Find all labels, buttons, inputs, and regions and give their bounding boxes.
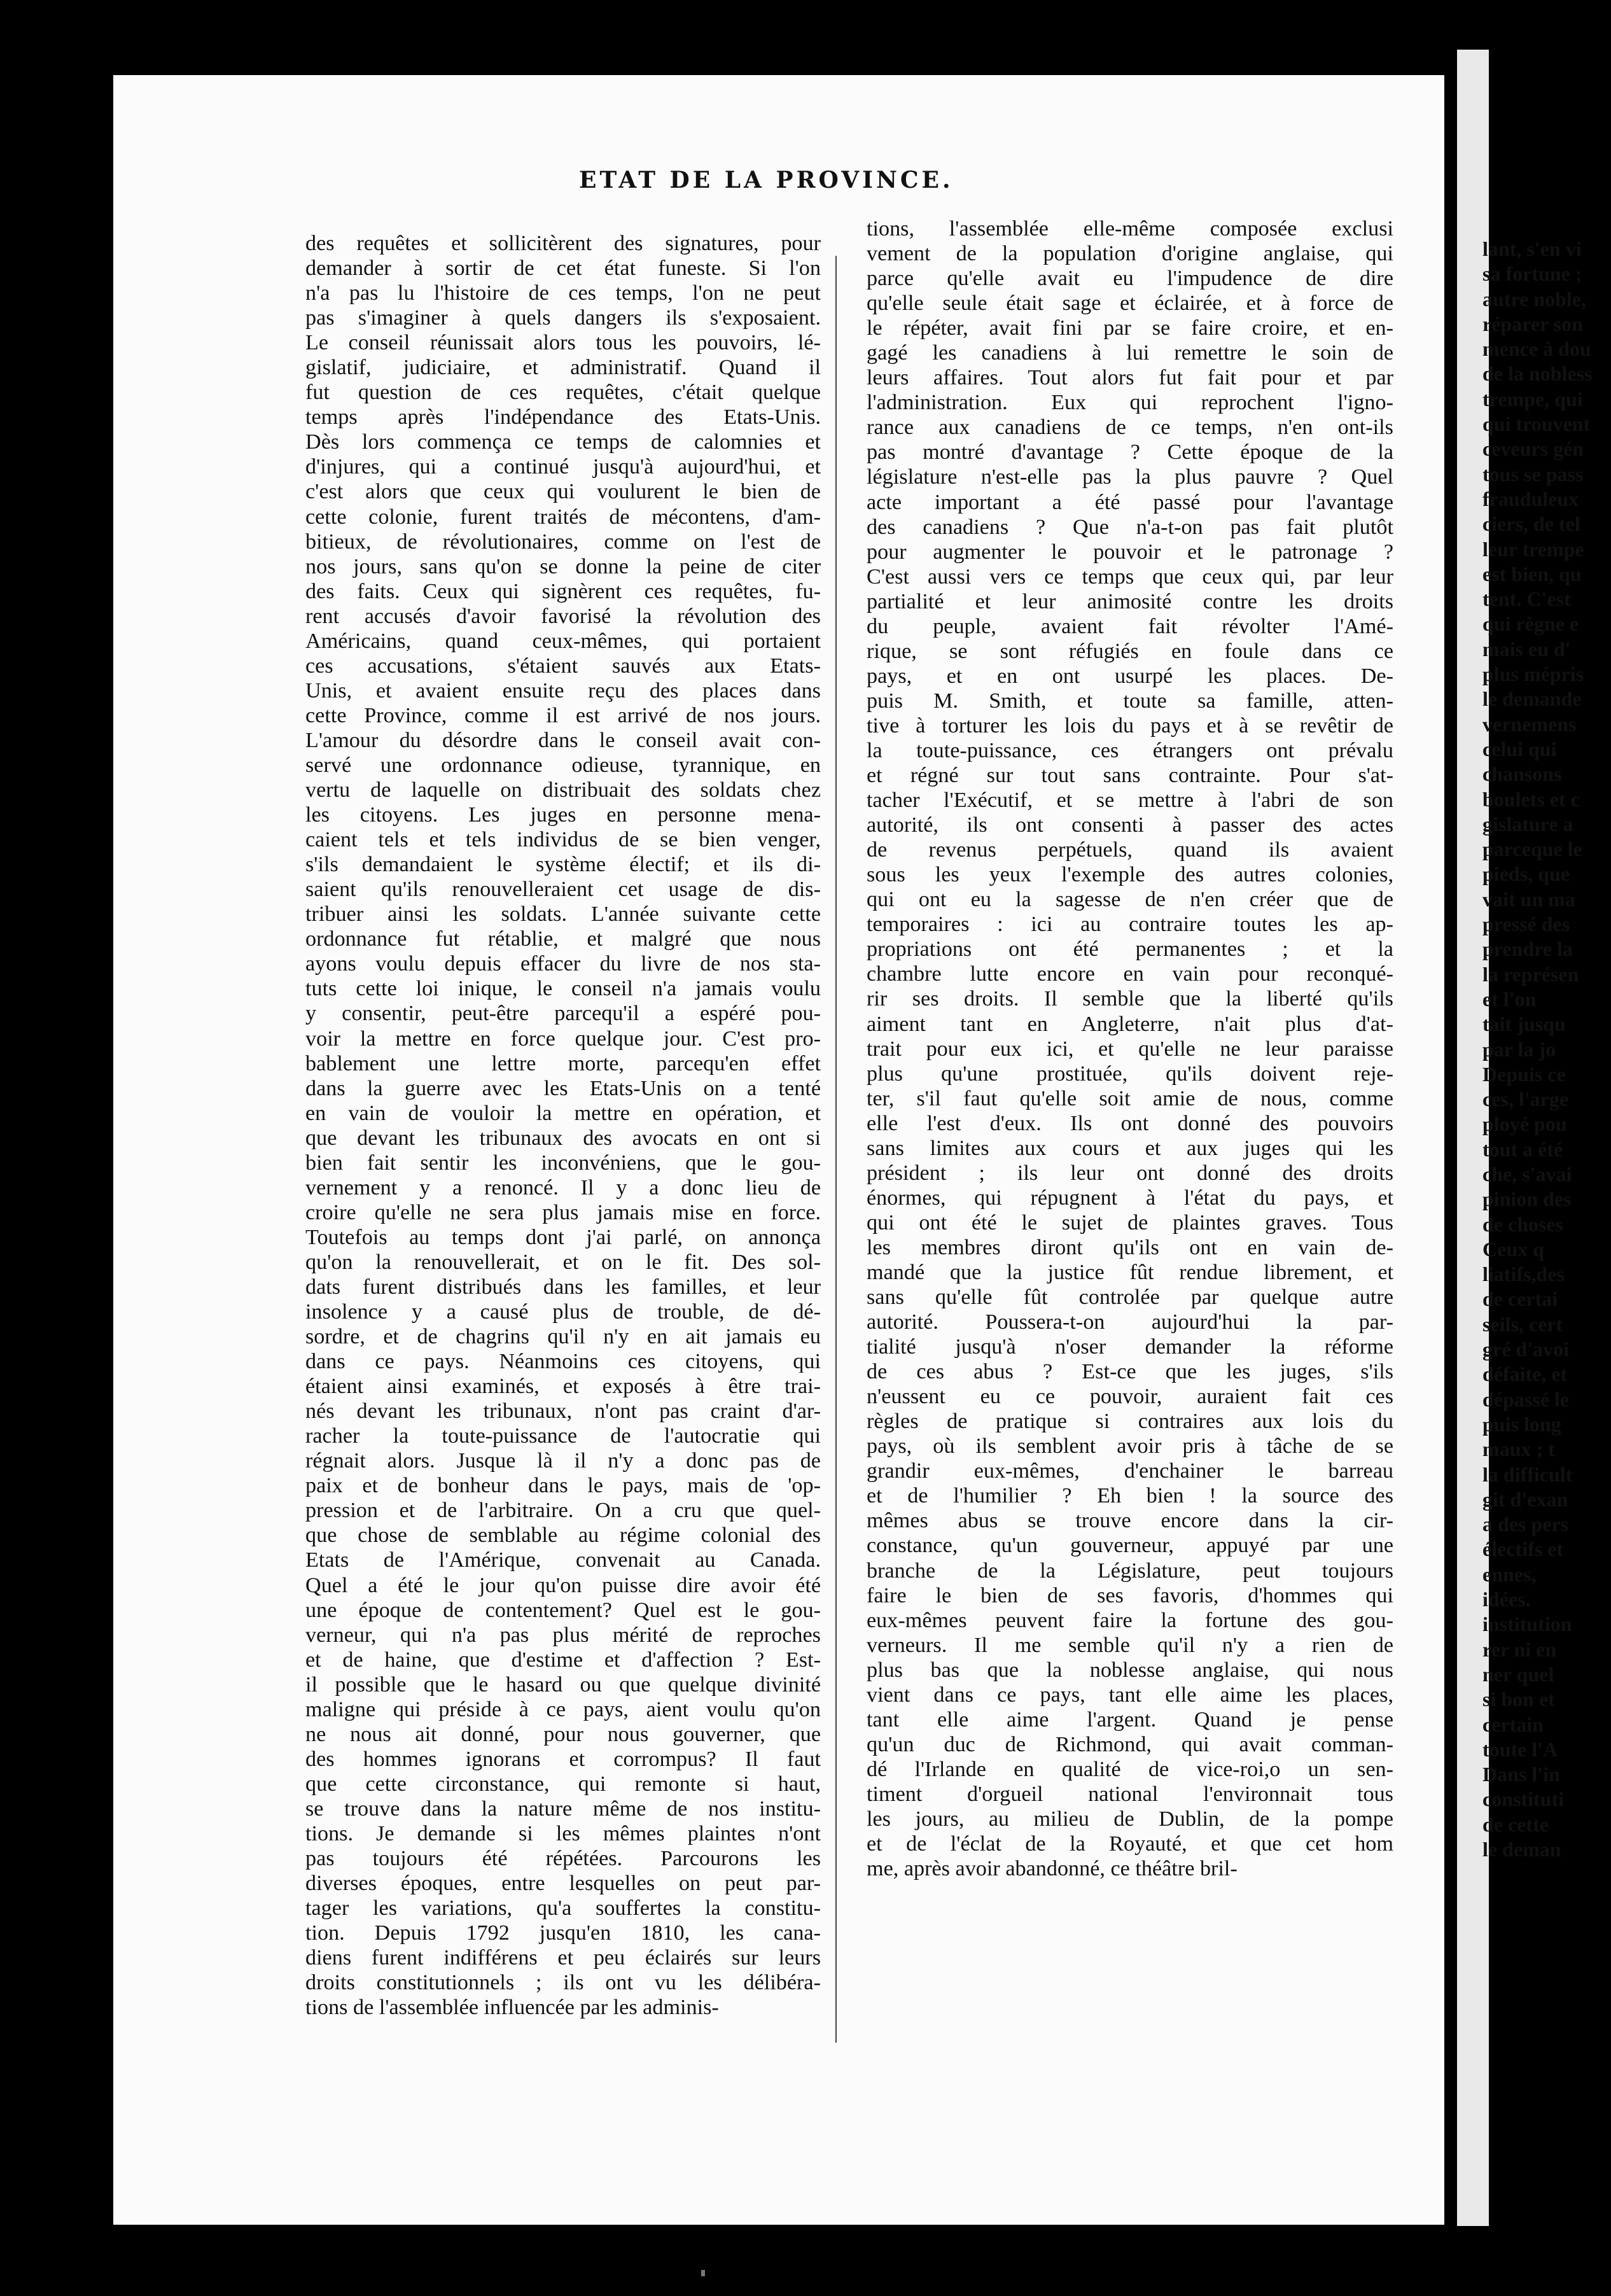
text-line: prendre la: [1482, 937, 1573, 961]
text-line: insolence y a causé plus de trouble, de dé-: [305, 1300, 821, 1324]
text-line: les jours, au milieu de Dublin, de la pompe: [867, 1807, 1393, 1831]
text-line: ner quel: [1482, 1662, 1554, 1686]
text-line: croire qu'elle ne sera plus jamais mise en force.: [305, 1200, 821, 1224]
text-line: ceveurs gén: [1482, 437, 1584, 461]
text-line: tive à torturer les lois du pays et à se revêtir de: [867, 713, 1393, 738]
text-line: bitieux, de révolutionaires, comme on l'est de: [305, 529, 821, 554]
text-line: Le conseil réunissait alors tous les pouvoirs, lé-: [305, 331, 821, 355]
text-line: étaient ainsi examinés, et exposés à être trai-: [305, 1375, 821, 1399]
text-line: n'a pas lu l'histoire de ces temps, l'on ne peut: [305, 281, 821, 305]
text-line: Depuis ce: [1482, 1062, 1566, 1086]
text-line: mais eu d': [1482, 637, 1571, 661]
text-line: plus mépris: [1482, 662, 1584, 686]
text-line: de certai: [1482, 1287, 1558, 1311]
text-line: y consentir, peut-être parcequ'il a espéré pou-: [305, 1002, 821, 1026]
text-line: bablement une lettre morte, parcequ'en effet: [305, 1051, 821, 1075]
text-line: L'amour du désordre dans le conseil avait con-: [305, 728, 821, 752]
text-line: qui trouvent: [1482, 412, 1591, 436]
text-line: pays, où ils semblent avoir pris à tâche de se: [867, 1434, 1393, 1459]
text-line: gislatif, judiciaire, et administratif. Quand il: [305, 356, 821, 380]
text-line: droits constitutionnels ; ils ont vu les délibéra-: [305, 1971, 821, 1995]
text-line: eux-mêmes peuvent faire la fortune des gou-: [867, 1608, 1393, 1632]
text-line: a des pers: [1482, 1513, 1569, 1536]
text-line: la représen: [1482, 962, 1579, 986]
text-line: énormes, qui répugnent à l'état du pays, et: [867, 1186, 1393, 1210]
text-line: elle l'est d'eux. Ils ont donné des pouvoirs: [867, 1111, 1393, 1135]
text-line: tuts cette loi inique, le conseil n'a jamais voulu: [305, 977, 821, 1001]
text-line: vernement y a renoncé. Il y a donc lieu de: [305, 1175, 821, 1200]
text-line: puis long: [1482, 1412, 1561, 1436]
text-line: voir la mettre en force quelque jour. C'est pro-: [305, 1026, 821, 1051]
text-line: l'administration. Eux qui reprochent l'igno-: [867, 391, 1393, 415]
text-line: diens furent indifférens et peu éclairés sur leurs: [305, 1946, 821, 1970]
text-line: de ces abus ? Est-ce que les juges, s'ils: [867, 1360, 1393, 1384]
text-line: mêmes abus se trouve encore dans la cir-: [867, 1509, 1393, 1533]
text-line: le répéter, avait fini par se faire croire, et en-: [867, 316, 1393, 340]
text-line: pieds, que: [1482, 862, 1570, 886]
text-line: parceque le: [1482, 837, 1582, 861]
text-line: tager les variations, qu'a souffertes la constitu-: [305, 1896, 821, 1921]
text-line: toute l'A: [1482, 1737, 1558, 1761]
text-line: che, s'avai: [1482, 1162, 1572, 1186]
text-line: temps après l'indépendance des Etats-Unis.: [305, 405, 821, 430]
text-line: dans ce pays. Néanmoins ces citoyens, qui: [305, 1350, 821, 1374]
text-line: de cette: [1482, 1812, 1549, 1836]
text-line: maligne qui préside à ce pays, aient voulu qu'on: [305, 1697, 821, 1721]
text-line: pressé des: [1482, 913, 1570, 936]
text-line: pays, et en ont usurpé les places. De-: [867, 664, 1393, 688]
text-line: des requêtes et sollicitèrent des signatures, pour: [305, 232, 821, 255]
text-line: C'est aussi vers ce temps que ceux qui, par leur: [867, 564, 1393, 589]
text-line: caient tels et tels individus de se bien venger,: [305, 828, 821, 852]
text-column-right: [867, 216, 1393, 1881]
text-line: par la jo: [1482, 1037, 1556, 1061]
text-line: s'ils demandaient le système électif; et ils di-: [305, 853, 821, 877]
text-line: sans limites aux cours et aux juges qui les: [867, 1136, 1393, 1160]
text-line: frauduleux: [1482, 487, 1579, 510]
text-line: tous se pass: [1482, 462, 1584, 486]
text-line: vait un ma: [1482, 887, 1575, 911]
text-line: vertu de laquelle on distribuait des soldats chez: [305, 778, 821, 802]
text-line: ter, s'il faut qu'elle soit amie de nous, comme: [867, 1086, 1393, 1110]
text-line: pression et de l'arbitraire. On a cru que quel-: [305, 1499, 821, 1523]
text-line: que devant les tribunaux des avocats en ont si: [305, 1126, 821, 1150]
text-line: tacher l'Exécutif, et se mettre à l'abri de son: [867, 788, 1393, 813]
text-line: Toutefois au temps dont j'ai parlé, on annonça: [305, 1225, 821, 1249]
text-line: leurs affaires. Tout alors fut fait pour et par: [867, 366, 1393, 390]
text-line: mence à dou: [1482, 337, 1591, 361]
text-line: et de l'éclat de la Royauté, et que cet hom: [867, 1832, 1393, 1856]
text-line: liatifs,des: [1482, 1263, 1565, 1286]
text-line: mandé que la justice fût rendue librement, et: [867, 1260, 1393, 1284]
text-line: dé l'Irlande en qualité de vice-roi,o un sen-: [867, 1757, 1393, 1781]
text-line: autorité, ils ont consenti à passer des actes: [867, 813, 1393, 837]
text-line: autorité. Poussera-t-on aujourd'hui la par-: [867, 1310, 1393, 1334]
text-line: les membres diront qu'ils ont en vain de-: [867, 1235, 1393, 1259]
text-line: de la nobless: [1482, 362, 1593, 386]
text-line: qui ont été le sujet de plaintes graves. Tous: [867, 1210, 1393, 1235]
text-line: tion. Depuis 1792 jusqu'en 1810, les cana-: [305, 1921, 821, 1945]
text-line: puis M. Smith, et toute sa famille, atten-: [867, 689, 1393, 713]
text-line: Dans l'in: [1482, 1763, 1560, 1786]
text-line: est bien, qu: [1482, 562, 1582, 585]
text-line: c'est alors que ceux qui voulurent le bien de: [305, 480, 821, 504]
text-line: vement de la population d'origine anglaise, qui: [867, 242, 1393, 266]
text-line: autre noble,: [1482, 287, 1586, 311]
text-line: git d'exan: [1482, 1487, 1568, 1511]
text-line: Américains, quand ceux-mêmes, qui portaient: [305, 629, 821, 653]
text-line: trait pour eux ici, et qu'elle ne leur paraisse: [867, 1037, 1393, 1061]
text-line: saient qu'ils renouvelleraient cet usage de dis-: [305, 878, 821, 902]
text-line: propriations ont été permanentes ; et la: [867, 937, 1393, 962]
text-line: dépassé le: [1482, 1387, 1569, 1411]
text-line: celui qui: [1482, 737, 1557, 760]
text-line: verneur, qui n'a pas plus mérité de reproches: [305, 1623, 821, 1647]
text-line: rent accusés d'avoir favorisé la révolution des: [305, 604, 821, 628]
text-line: parce qu'elle avait eu l'impudence de dire: [867, 267, 1393, 291]
text-column-left: [305, 231, 821, 2020]
text-line: branche de la Législature, peut toujours: [867, 1558, 1393, 1583]
text-line: vient dans ce pays, tant elle aime les places,: [867, 1683, 1393, 1707]
text-line: aiment tant en Angleterre, n'ait plus d'at-: [867, 1012, 1393, 1036]
text-line: cette Province, comme il est arrivé de nos jours.: [305, 703, 821, 727]
text-line: se trouve dans la nature même de nos institu-: [305, 1796, 821, 1821]
text-line: tions de l'assemblée influencée par les adminis-: [305, 1996, 719, 2020]
text-line: sa fortune ;: [1482, 262, 1582, 286]
text-line: régnait alors. Jusque là il n'y a donc pas de: [305, 1449, 821, 1473]
text-line: faire le bien de ses favoris, d'hommes qui: [867, 1583, 1393, 1607]
text-line: plus qu'une prostituée, qu'ils doivent reje-: [867, 1061, 1393, 1086]
text-line: nés devant les tribunaux, n'ont pas craint d'ar-: [305, 1399, 821, 1424]
text-line: qu'un duc de Richmond, qui avait comman-: [867, 1732, 1393, 1756]
text-column-facing-page: [1482, 237, 1611, 1862]
text-line: sous les yeux l'exemple des autres colonies,: [867, 863, 1393, 887]
text-line: acte important a été passé pour l'avantage: [867, 490, 1393, 514]
text-line: institution: [1482, 1613, 1572, 1636]
text-line: fut question de ces requêtes, c'était quelque: [305, 381, 821, 405]
text-line: lant, s'en vi: [1482, 237, 1582, 260]
text-line: Unis, et avaient ensuite reçu des places dans: [305, 678, 821, 703]
text-line: Etats de l'Amérique, convenait au Canada.: [305, 1548, 821, 1572]
text-line: défaite, et: [1482, 1362, 1568, 1386]
text-line: certain: [1482, 1712, 1544, 1736]
text-line: tout a été: [1482, 1137, 1563, 1161]
text-line: règles de pratique si contraires aux lois du: [867, 1410, 1393, 1434]
text-line: réparer son: [1482, 312, 1583, 335]
text-line: pinion des: [1482, 1187, 1572, 1211]
text-line: tant elle aime l'argent. Quand je pense: [867, 1707, 1393, 1732]
text-line: Ceux q: [1482, 1237, 1544, 1261]
text-line: racher la toute-puissance de l'autocratie qui: [305, 1424, 821, 1448]
text-line: président ; ils leur ont donné des droits: [867, 1161, 1393, 1185]
text-line: paix et de bonheur dans le pays, mais de 'op-: [305, 1474, 821, 1498]
text-line: maux ; t: [1482, 1438, 1555, 1461]
text-line: tent. C'est: [1482, 587, 1571, 611]
text-line: gré d'avoi: [1482, 1338, 1569, 1361]
scan-mark: [701, 2270, 705, 2276]
text-line: ciers, de tel: [1482, 512, 1580, 536]
text-line: si bon et: [1482, 1688, 1555, 1711]
text-line: diverses époques, entre lesquelles on peut par-: [305, 1872, 821, 1896]
text-line: ayons voulu depuis effacer du livre de nos sta-: [305, 952, 821, 976]
text-line: et de l'humilier ? Eh bien ! la source des: [867, 1484, 1393, 1508]
text-line: ennes,: [1482, 1562, 1537, 1586]
text-line: ces, l'arge: [1482, 1088, 1569, 1111]
text-line: pas s'imaginer à quels dangers ils s'exposaient.: [305, 306, 821, 330]
text-line: la toute-puissance, ces étrangers ont prévalu: [867, 738, 1393, 762]
text-line: bien fait sentir les inconvéniens, que le gou-: [305, 1151, 821, 1175]
text-line: pas toujours été répétées. Parcourons les: [305, 1847, 821, 1871]
text-line: gagé les canadiens à lui remettre le soin de: [867, 341, 1393, 365]
text-line: n'eussent eu ce pouvoir, auraient fait ces: [867, 1385, 1393, 1409]
text-line: qu'elle seule était sage et éclairée, et à force de: [867, 291, 1393, 316]
text-line: des hommes ignorans et corrompus? Il faut: [305, 1747, 821, 1771]
text-line: les citoyens. Les juges en personne mena-: [305, 803, 821, 827]
text-line: rer ni en: [1482, 1637, 1557, 1661]
text-line: temporaires : ici au contraire toutes les ap-: [867, 913, 1393, 937]
text-line: qu'on la renouvellerait, et on le fit. Des sol-: [305, 1250, 821, 1274]
text-line: le deman: [1482, 1838, 1561, 1861]
text-line: seils, cert: [1482, 1312, 1563, 1336]
text-line: vernemens: [1482, 712, 1577, 736]
text-line: rance aux canadiens de ce temps, n'en ont-ils: [867, 416, 1393, 440]
text-line: servé une ordonnance odieuse, tyrannique, en: [305, 753, 821, 777]
text-line: tribuer ainsi les soldats. L'année suivante cette: [305, 902, 821, 927]
text-line: constance, qu'un gouverneur, appuyé par une: [867, 1534, 1393, 1558]
text-line: et l'on: [1482, 987, 1537, 1011]
text-line: et de haine, que d'estime et d'affection ? Est-: [305, 1648, 821, 1672]
text-line: verneurs. Il me semble qu'il n'y a rien de: [867, 1633, 1393, 1657]
text-line: dats furent distribués dans les familles, et leur: [305, 1275, 821, 1299]
text-line: des faits. Ceux qui signèrent ces requêtes, fu-: [305, 579, 821, 603]
text-line: ployé pou: [1482, 1112, 1567, 1136]
column-divider: [835, 256, 837, 2043]
text-line: gislature a: [1482, 812, 1573, 836]
text-line: cette colonie, furent traités de mécontens, d'am-: [305, 505, 821, 529]
text-line: rique, se sont réfugiés en foule dans ce: [867, 639, 1393, 663]
text-line: ne nous ait donné, pour nous gouverner, que: [305, 1722, 821, 1746]
text-line: rir ses droits. Il semble que la liberté qu'ils: [867, 987, 1393, 1011]
text-line: ordonnance fut rétablie, et malgré que nous: [305, 927, 821, 951]
text-line: idées.: [1482, 1588, 1531, 1611]
text-line: Dès lors commença ce temps de calomnies et: [305, 430, 821, 454]
text-line: Quel a été le jour qu'on puisse dire avoir été: [305, 1573, 821, 1597]
running-head: ETAT DE LA PROVINCE.: [579, 167, 954, 193]
text-line: chansons: [1482, 762, 1562, 786]
text-line: pour augmenter le pouvoir et le patronage ?: [867, 540, 1393, 564]
text-line: législature n'est-elle pas la plus pauvre ? Quel: [867, 465, 1393, 489]
text-line: sordre, et de chagrins qu'il n'y en ait jamais eu: [305, 1325, 821, 1349]
text-line: que cette circonstance, qui remonte si haut,: [305, 1772, 821, 1796]
text-line: d'injures, qui a continué jusqu'à aujourd'hui, et: [305, 455, 821, 479]
text-line: demander à sortir de cet état funeste. Si l'on: [305, 256, 821, 281]
text-line: du peuple, avaient fait révolter l'Amé-: [867, 614, 1393, 638]
text-line: chambre lutte encore en vain pour reconqué-: [867, 962, 1393, 986]
text-line: trempe, qui: [1482, 387, 1583, 410]
text-line: de choses: [1482, 1212, 1564, 1236]
text-line: il possible que le hasard ou que quelque divinité: [305, 1672, 821, 1697]
text-line: boulets et c: [1482, 787, 1580, 811]
text-line: une époque de contentement? Quel est le gou-: [305, 1598, 821, 1622]
text-line: sans qu'elle fût controlée par quelque autre: [867, 1285, 1393, 1310]
text-line: grandir eux-mêmes, d'enchainer le barreau: [867, 1459, 1393, 1483]
text-line: plus bas que la noblesse anglaise, qui nous: [867, 1658, 1393, 1682]
text-line: nos jours, sans qu'on se donne la peine de citer: [305, 554, 821, 578]
text-line: leur trempe: [1482, 537, 1584, 561]
text-line: dans la guerre avec les Etats-Unis on a tenté: [305, 1076, 821, 1100]
text-line: et régné sur tout sans contrainte. Pour s'at-: [867, 764, 1393, 788]
text-line: des canadiens ? Que n'a-t-on pas fait plutôt: [867, 515, 1393, 539]
text-line: qui règne e: [1482, 612, 1579, 636]
text-line: me, après avoir abandonné, ce théâtre bril-: [867, 1857, 1238, 1881]
text-line: tait jusqu: [1482, 1012, 1566, 1036]
text-line: pas montré d'avantage ? Cette époque de la: [867, 440, 1393, 465]
text-line: ces accusations, s'étaient sauvés aux Etats-: [305, 654, 821, 678]
text-line: timent d'orgueil national l'environnait tous: [867, 1782, 1393, 1806]
text-line: le demande: [1482, 687, 1582, 711]
text-line: la difficult: [1482, 1462, 1573, 1486]
text-line: tions. Je demande si les mêmes plaintes n'ont: [305, 1822, 821, 1845]
text-line: tions, l'assemblée elle-même composée exclusi: [867, 217, 1393, 241]
text-line: en vain de vouloir la mettre en opération, et: [305, 1101, 821, 1125]
text-line: que chose de semblable au régime colonial des: [305, 1523, 821, 1548]
text-line: qui ont eu la sagesse de n'en créer que de: [867, 888, 1393, 912]
text-line: de revenus perpétuels, quand ils avaient: [867, 838, 1393, 862]
text-line: tialité jusqu'à n'oser demander la réforme: [867, 1335, 1393, 1359]
text-line: constituti: [1482, 1788, 1564, 1811]
text-line: électifs et: [1482, 1537, 1564, 1561]
text-line: partialité et leur animosité contre les droits: [867, 589, 1393, 613]
